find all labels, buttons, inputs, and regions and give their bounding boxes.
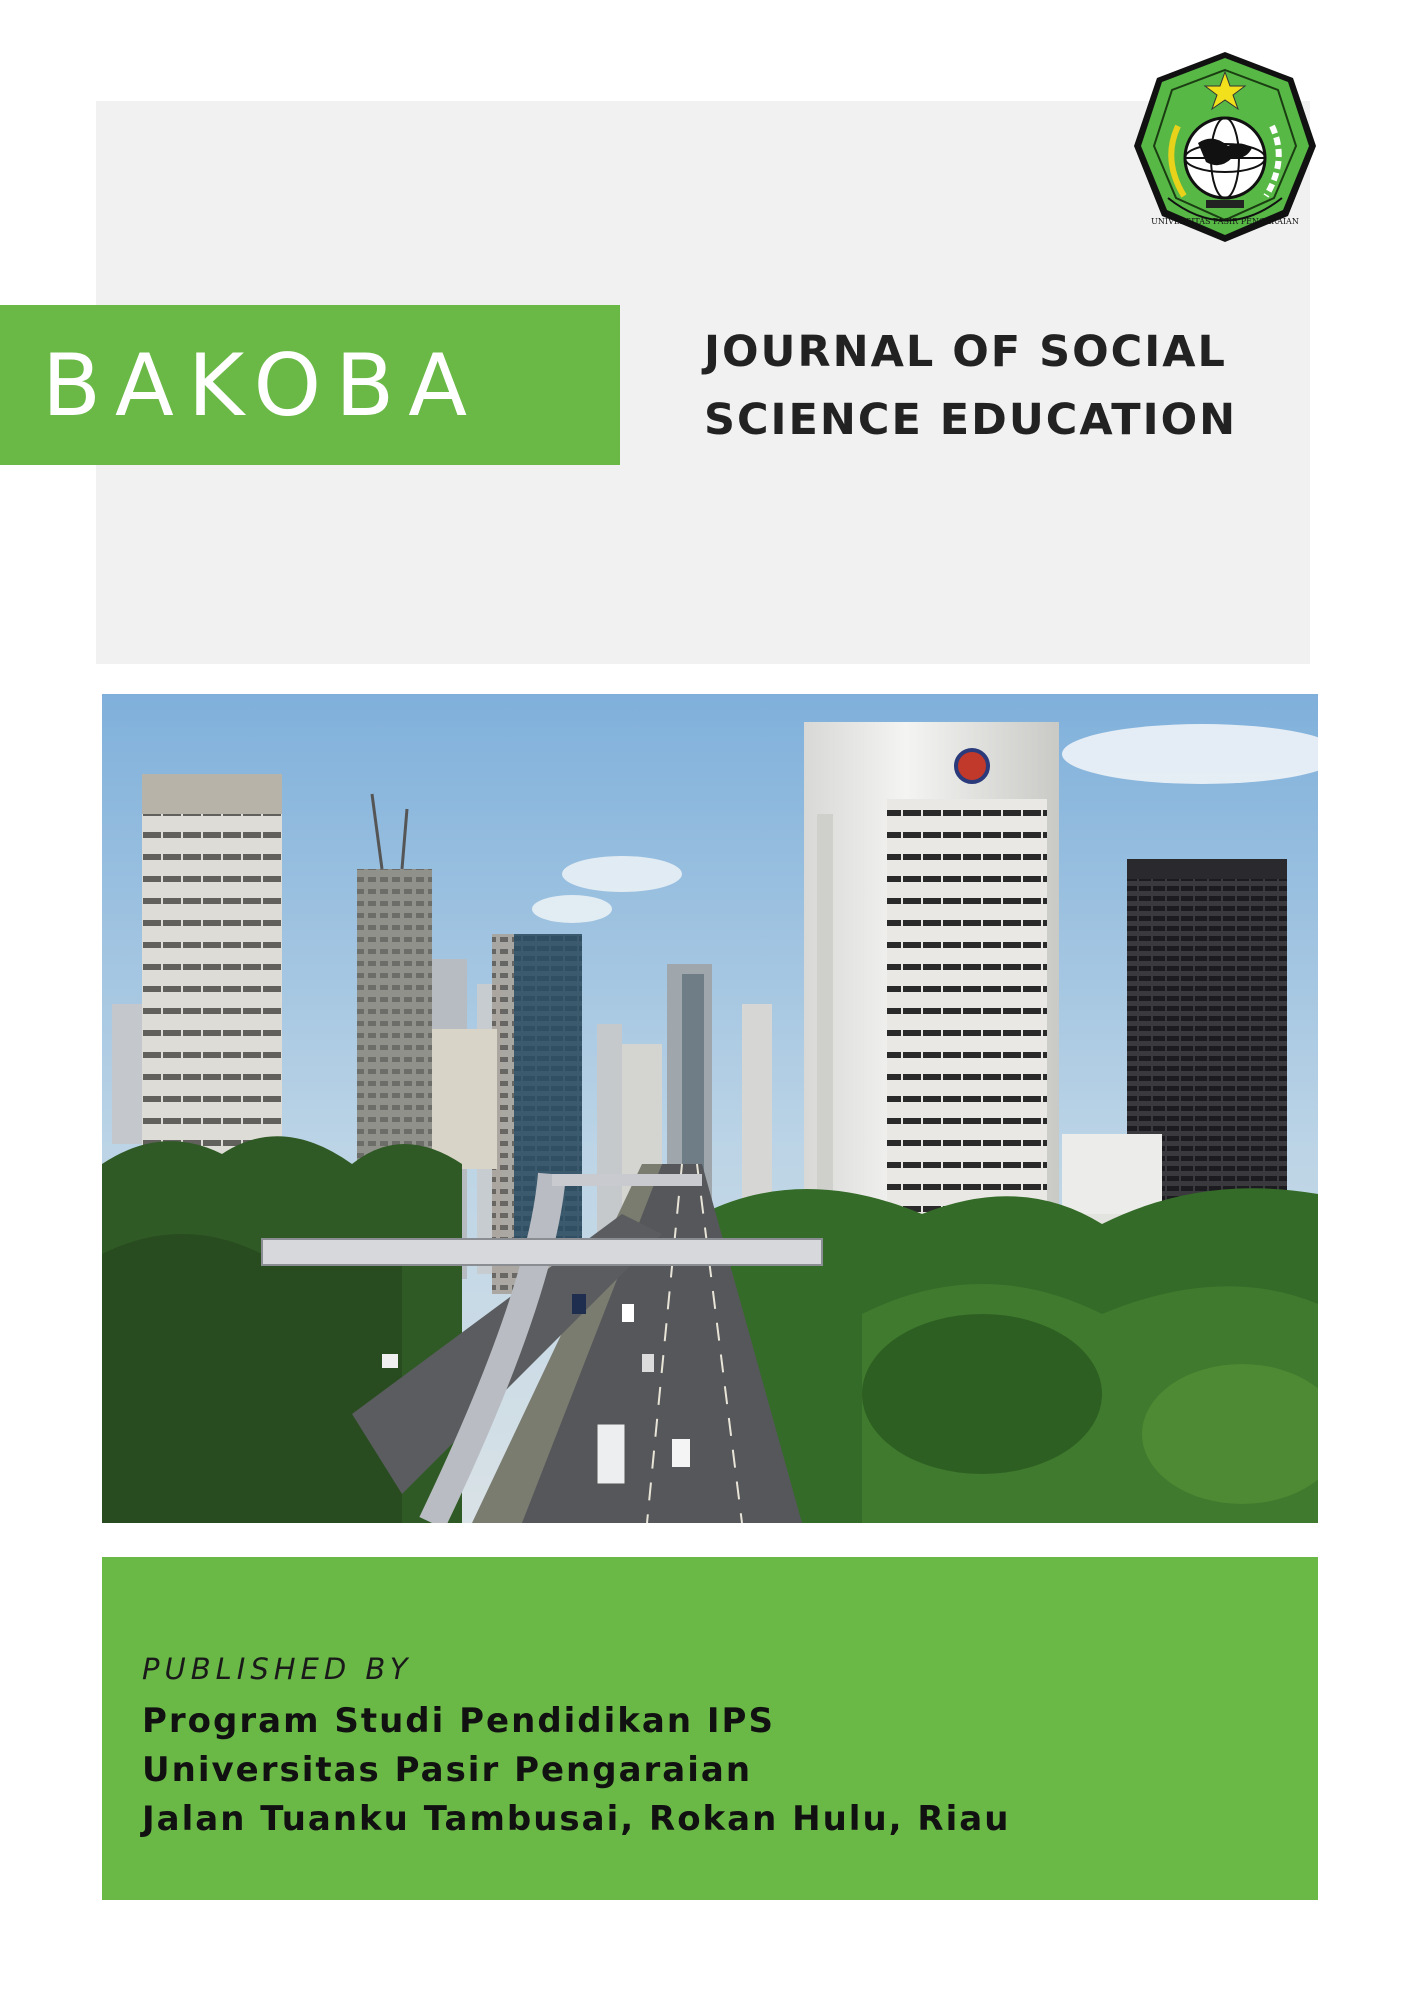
publisher-university: Universitas Pasir Pengaraian [142,1750,753,1790]
published-by-label: PUBLISHED BY [142,1652,413,1686]
journal-title: BAKOBA [42,336,482,436]
university-seal-icon [1128,48,1322,248]
publisher-street: Jalan Tuanku Tambusai, Rokan Hulu, Riau [142,1799,1011,1839]
subtitle-line-1: JOURNAL OF SOCIAL [704,327,1227,377]
svg-text:UNIVERSITAS PASIR PENGARAIAN: UNIVERSITAS PASIR PENGARAIAN [1151,217,1299,226]
subtitle-line-2: SCIENCE EDUCATION [704,395,1238,445]
journal-subtitle [704,318,1264,454]
publisher-program: Program Studi Pendidikan IPS [142,1701,775,1741]
publisher-address [142,1697,1010,1844]
journal-title-band [0,305,620,465]
publisher-panel [102,1557,1318,1900]
city-skyline-photo [102,694,1318,1523]
